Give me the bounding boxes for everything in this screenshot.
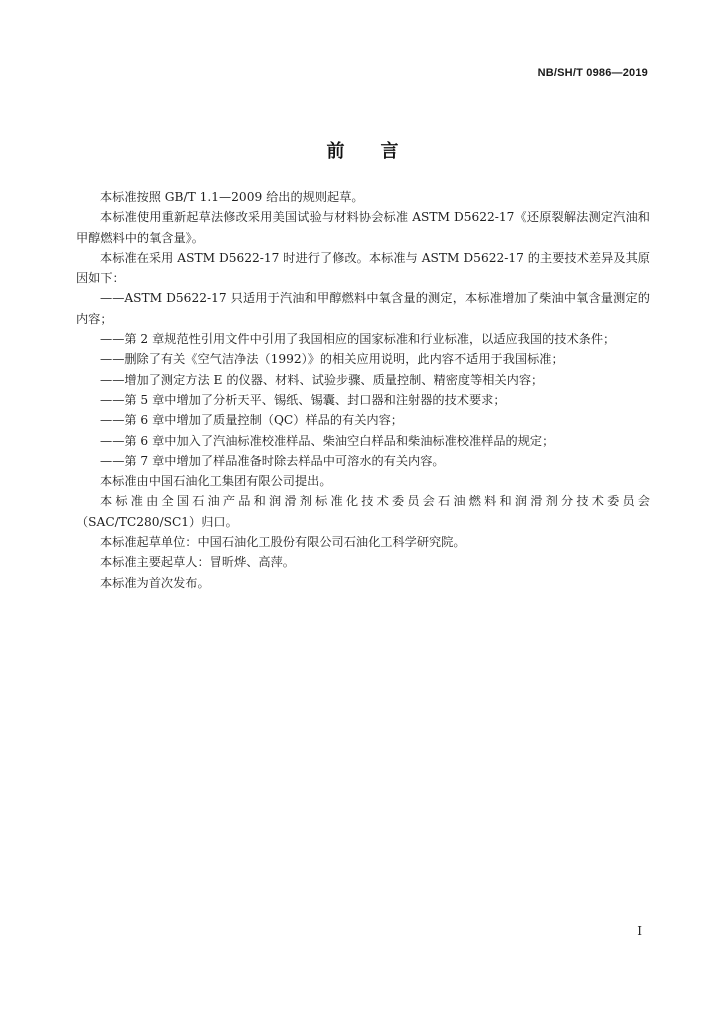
page-number: I	[637, 924, 642, 938]
paragraph: ——第 5 章中增加了分析天平、锡纸、锡囊、封口器和注射器的技术要求；	[100, 392, 506, 407]
paragraph: 本标准起草单位：中国石油化工股份有限公司石油化工科学研究院。	[100, 535, 466, 550]
paragraph: ——增加了测定方法 E 的仪器、材料、试验步骤、质量控制、精密度等相关内容；	[100, 372, 544, 387]
paragraph: 本标准为首次发布。	[100, 575, 210, 590]
paragraph: 本标准由全国石油产品和润滑剂标准化技术委员会石油燃料和润滑剂分技术委员会（SAC/TC280/SC1）归口。	[76, 494, 650, 529]
paragraph: ——ASTM D5622-17 只适用于汽油和甲醇燃料中氧含量的测定，本标准增加了柴油中氧含量测定的内容；	[76, 291, 650, 326]
foreword-body	[76, 187, 650, 593]
paragraph: ——删除了有关《空气洁净法（1992）》的相关应用说明，此内容不适用于我国标准；	[100, 352, 564, 367]
paragraph: 本标准在采用 ASTM D5622-17 时进行了修改。本标准与 ASTM D5622-17 的主要技术差异及其原因如下：	[76, 250, 650, 286]
paragraph: ——第 2 章规范性引用文件中引用了我国相应的国家标准和行业标准，以适应我国的技术条件；	[100, 332, 616, 347]
paragraph: 本标准由中国石油化工集团有限公司提出。	[100, 474, 332, 489]
paragraph: 本标准使用重新起草法修改采用美国试验与材料协会标准 ASTM D5622-17《还原裂解法测定汽油和甲醇燃料中的氧含量》。	[76, 210, 650, 245]
paragraph: ——第 6 章中增加了质量控制（QC）样品的有关内容；	[100, 413, 403, 428]
paragraph: ——第 7 章中增加了样品准备时除去样品中可溶水的有关内容。	[100, 453, 445, 468]
page-title: 前言	[326, 141, 435, 162]
standard-code-header: NB/SH/T 0986—2019	[537, 67, 648, 79]
paragraph: 本标准按照 GB/T 1.1—2009 给出的规则起草。	[100, 190, 364, 204]
paragraph: 本标准主要起草人：冒昕烨、高萍。	[100, 555, 295, 570]
paragraph: ——第 6 章中加入了汽油标准校准样品、柴油空白样品和柴油标准校准样品的规定；	[100, 433, 555, 448]
